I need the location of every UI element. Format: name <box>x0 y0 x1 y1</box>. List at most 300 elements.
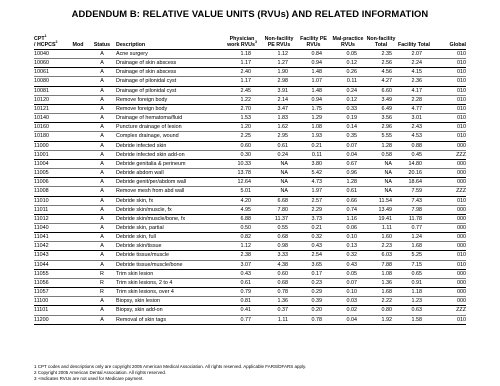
status-cell: A <box>88 123 116 132</box>
code-cell: 11004 <box>34 159 68 168</box>
facility-total-cell: 0.91 <box>396 278 432 287</box>
global-cell: 010 <box>432 260 466 269</box>
nonfacility-total-cell: 1.28 <box>366 141 396 150</box>
facility-total-cell: 4.15 <box>396 68 432 77</box>
table-row <box>34 159 466 168</box>
nonfacility-total-cell: 1.68 <box>366 288 396 297</box>
table-row <box>34 50 466 59</box>
description-cell: Drainage of skin abscess <box>116 68 223 77</box>
global-cell: 000 <box>432 223 466 232</box>
malpractice-cell: 0.67 <box>330 159 366 168</box>
description-cell: Acne surgery <box>116 50 223 59</box>
description-cell: Debride skin/muscle/bone, fx <box>116 214 223 223</box>
status-cell: A <box>88 214 116 223</box>
status-cell: A <box>88 141 116 150</box>
malpractice-cell: 0.12 <box>330 95 366 104</box>
status-cell: A <box>88 132 116 141</box>
physician-work-cell: 2.40 <box>223 68 261 77</box>
mod-cell <box>68 278 88 287</box>
nonfacility-total-cell: 11.54 <box>366 196 396 205</box>
malpractice-cell: 0.10 <box>330 288 366 297</box>
nonfacility-total-cell: 7.88 <box>366 260 396 269</box>
nonfacility-pe-cell: 0.60 <box>261 269 297 278</box>
mod-cell <box>68 260 88 269</box>
mod-cell <box>68 59 88 68</box>
code-cell: 10121 <box>34 104 68 113</box>
table-row <box>34 104 466 113</box>
table-row <box>34 306 466 315</box>
nonfacility-pe-cell: 2.14 <box>261 95 297 104</box>
facility-total-cell: 2.24 <box>396 59 432 68</box>
code-cell: 11000 <box>34 141 68 150</box>
col-header-facility-total: Facility Total <box>396 36 432 50</box>
physician-work-cell: 2.38 <box>223 251 261 260</box>
description-cell: Drainage of skin abscess <box>116 59 223 68</box>
nonfacility-pe-cell: 6.68 <box>261 196 297 205</box>
mod-cell <box>68 123 88 132</box>
facility-pe-cell: 2.57 <box>297 196 330 205</box>
code-cell: 11044 <box>34 260 68 269</box>
malpractice-cell: 0.32 <box>330 251 366 260</box>
physician-work-cell: 10.33 <box>223 159 261 168</box>
nonfacility-pe-cell: 3.47 <box>261 104 297 113</box>
malpractice-cell: 0.26 <box>330 68 366 77</box>
description-cell: Biopsy, skin lesion <box>116 297 223 306</box>
facility-pe-cell: 1.48 <box>297 68 330 77</box>
facility-total-cell: 14.80 <box>396 159 432 168</box>
facility-pe-cell: 1.97 <box>297 187 330 196</box>
facility-pe-cell: 3.73 <box>297 214 330 223</box>
nonfacility-pe-cell: 0.24 <box>261 150 297 159</box>
malpractice-cell: 0.14 <box>330 123 366 132</box>
col-header-global: Global <box>432 36 466 50</box>
code-cell: 10060 <box>34 59 68 68</box>
global-cell: 010 <box>432 68 466 77</box>
facility-pe-cell: 1.07 <box>297 77 330 86</box>
facility-total-cell: 0.45 <box>396 150 432 159</box>
global-cell: 000 <box>432 288 466 297</box>
facility-pe-cell: 2.29 <box>297 205 330 214</box>
table-row <box>34 315 466 324</box>
status-cell: R <box>88 288 116 297</box>
facility-pe-cell: 0.78 <box>297 315 330 324</box>
description-cell: Remove foreign body <box>116 104 223 113</box>
nonfacility-total-cell: 1.36 <box>366 278 396 287</box>
mod-cell <box>68 187 88 196</box>
nonfacility-total-cell: NA <box>366 178 396 187</box>
mod-cell <box>68 169 88 178</box>
facility-total-cell: 18.64 <box>396 178 432 187</box>
description-cell: Drainage of pilonidal cyst <box>116 86 223 95</box>
status-cell: A <box>88 233 116 242</box>
nonfacility-pe-cell: 1.36 <box>261 297 297 306</box>
mod-cell <box>68 297 88 306</box>
mod-cell <box>68 205 88 214</box>
description-cell: Debride skin/tissue <box>116 242 223 251</box>
facility-total-cell: 7.15 <box>396 260 432 269</box>
facility-pe-cell: 0.21 <box>297 223 330 232</box>
nonfacility-pe-cell: NA <box>261 159 297 168</box>
nonfacility-pe-cell: 2.98 <box>261 77 297 86</box>
status-cell: A <box>88 251 116 260</box>
physician-work-cell: 4.95 <box>223 205 261 214</box>
facility-pe-cell: 0.11 <box>297 150 330 159</box>
table-row <box>34 77 466 86</box>
status-cell: A <box>88 86 116 95</box>
status-cell: A <box>88 315 116 324</box>
col-header-code: CPT$^1$ / HCPCS$^2$ <box>34 36 68 50</box>
facility-total-cell: 2.28 <box>396 95 432 104</box>
malpractice-cell: 0.35 <box>330 132 366 141</box>
nonfacility-total-cell: 1.11 <box>366 223 396 232</box>
status-cell: A <box>88 95 116 104</box>
description-cell: Debride abdom wall <box>116 169 223 178</box>
malpractice-cell: 0.12 <box>330 59 366 68</box>
status-cell: A <box>88 150 116 159</box>
nonfacility-total-cell: 4.56 <box>366 68 396 77</box>
mod-cell <box>68 288 88 297</box>
nonfacility-total-cell: 6.49 <box>366 104 396 113</box>
col-header-physician-work: Physician work RVUs$^3$ <box>223 36 261 50</box>
facility-total-cell: 1.24 <box>396 233 432 242</box>
global-cell: 010 <box>432 77 466 86</box>
physician-work-cell: 6.88 <box>223 214 261 223</box>
facility-total-cell: 2.43 <box>396 123 432 132</box>
global-cell: 000 <box>432 141 466 150</box>
table-row <box>34 59 466 68</box>
status-cell: A <box>88 196 116 205</box>
code-cell: 11057 <box>34 288 68 297</box>
malpractice-cell: 0.06 <box>330 223 366 232</box>
malpractice-cell: 0.10 <box>330 233 366 242</box>
physician-work-cell: 0.50 <box>223 223 261 232</box>
mod-cell <box>68 315 88 324</box>
nonfacility-pe-cell: NA <box>261 169 297 178</box>
facility-total-cell: 7.98 <box>396 205 432 214</box>
status-cell: A <box>88 187 116 196</box>
facility-pe-cell: 0.39 <box>297 297 330 306</box>
facility-pe-cell: 0.43 <box>297 242 330 251</box>
physician-work-cell: 4.20 <box>223 196 261 205</box>
global-cell: ZZZ <box>432 187 466 196</box>
nonfacility-total-cell: 0.80 <box>366 306 396 315</box>
facility-pe-cell: 0.20 <box>297 306 330 315</box>
facility-total-cell: 0.65 <box>396 269 432 278</box>
table-row <box>34 169 466 178</box>
rvu-table <box>34 36 466 325</box>
nonfacility-total-cell: 2.23 <box>366 242 396 251</box>
col-header-description: Description <box>116 36 223 50</box>
description-cell: Trim skin lesions, over 4 <box>116 288 223 297</box>
code-cell: 10040 <box>34 50 68 59</box>
mod-cell <box>68 77 88 86</box>
status-cell: A <box>88 242 116 251</box>
nonfacility-total-cell: NA <box>366 159 396 168</box>
table-row <box>34 260 466 269</box>
nonfacility-pe-cell: 0.61 <box>261 141 297 150</box>
facility-total-cell: 1.18 <box>396 288 432 297</box>
physician-work-cell: 2.70 <box>223 104 261 113</box>
global-cell: 010 <box>432 50 466 59</box>
code-cell: 11005 <box>34 169 68 178</box>
table-header <box>34 36 466 50</box>
table-row <box>34 86 466 95</box>
malpractice-cell: 0.19 <box>330 114 366 123</box>
description-cell: Complex drainage, wound <box>116 132 223 141</box>
status-cell: R <box>88 269 116 278</box>
code-cell: 10160 <box>34 123 68 132</box>
col-header-malpractice: Mal-practice RVUs <box>330 36 366 50</box>
physician-work-cell: 0.79 <box>223 288 261 297</box>
col-header-facility-pe: Facility PE RVUs <box>297 36 330 50</box>
nonfacility-total-cell: 4.27 <box>366 77 396 86</box>
facility-pe-cell: 3.80 <box>297 159 330 168</box>
mod-cell <box>68 104 88 113</box>
global-cell: 010 <box>432 114 466 123</box>
description-cell: Debride genit/per/abdom wall <box>116 178 223 187</box>
table-row <box>34 269 466 278</box>
malpractice-cell: 1.16 <box>330 214 366 223</box>
facility-pe-cell: 0.17 <box>297 269 330 278</box>
nonfacility-total-cell: 2.22 <box>366 297 396 306</box>
description-cell: Debride genitalia & perineum <box>116 159 223 168</box>
nonfacility-total-cell: 0.58 <box>366 150 396 159</box>
facility-pe-cell: 1.48 <box>297 86 330 95</box>
physician-work-cell: 0.41 <box>223 306 261 315</box>
nonfacility-total-cell: 5.55 <box>366 132 396 141</box>
malpractice-cell: 0.13 <box>330 242 366 251</box>
status-cell: A <box>88 260 116 269</box>
global-cell: 010 <box>432 251 466 260</box>
global-cell: 010 <box>432 132 466 141</box>
nonfacility-total-cell: 6.03 <box>366 251 396 260</box>
code-cell: 11200 <box>34 315 68 324</box>
nonfacility-total-cell: 2.35 <box>366 50 396 59</box>
code-cell: 10140 <box>34 114 68 123</box>
physician-work-cell: 0.60 <box>223 141 261 150</box>
malpractice-cell: 0.07 <box>330 141 366 150</box>
table-row <box>34 205 466 214</box>
mod-cell <box>68 159 88 168</box>
mod-cell <box>68 86 88 95</box>
malpractice-cell: 0.66 <box>330 196 366 205</box>
nonfacility-total-cell: 2.56 <box>366 59 396 68</box>
nonfacility-total-cell: NA <box>366 169 396 178</box>
mod-cell <box>68 269 88 278</box>
nonfacility-total-cell: 2.96 <box>366 123 396 132</box>
malpractice-cell: 0.03 <box>330 297 366 306</box>
code-cell: 10080 <box>34 77 68 86</box>
table-row <box>34 178 466 187</box>
facility-total-cell: 1.68 <box>396 242 432 251</box>
nonfacility-pe-cell: 11.37 <box>261 214 297 223</box>
nonfacility-pe-cell: 0.98 <box>261 242 297 251</box>
nonfacility-pe-cell: 7.80 <box>261 205 297 214</box>
table-row <box>34 132 466 141</box>
malpractice-cell: 0.33 <box>330 104 366 113</box>
facility-total-cell: 2.07 <box>396 50 432 59</box>
nonfacility-total-cell: 13.49 <box>366 205 396 214</box>
nonfacility-pe-cell: 1.83 <box>261 114 297 123</box>
malpractice-cell: 0.04 <box>330 150 366 159</box>
global-cell: 010 <box>432 123 466 132</box>
code-cell: 11008 <box>34 187 68 196</box>
global-cell: ZZZ <box>432 150 466 159</box>
mod-cell <box>68 306 88 315</box>
description-cell: Puncture drainage of lesion <box>116 123 223 132</box>
table-row <box>34 251 466 260</box>
global-cell: 000 <box>432 205 466 214</box>
status-cell: A <box>88 178 116 187</box>
description-cell: Debride infected skin <box>116 141 223 150</box>
facility-pe-cell: 0.94 <box>297 59 330 68</box>
mod-cell <box>68 196 88 205</box>
code-cell: 11010 <box>34 196 68 205</box>
code-cell: 10120 <box>34 95 68 104</box>
status-cell: A <box>88 104 116 113</box>
nonfacility-total-cell: 3.56 <box>366 114 396 123</box>
facility-pe-cell: 1.08 <box>297 123 330 132</box>
facility-total-cell: 4.53 <box>396 132 432 141</box>
description-cell: Debride skin, partial <box>116 223 223 232</box>
code-cell: 11006 <box>34 178 68 187</box>
description-cell: Trim skin lesion <box>116 269 223 278</box>
facility-pe-cell: 1.75 <box>297 104 330 113</box>
global-cell: 010 <box>432 59 466 68</box>
description-cell: Debride skin, full <box>116 233 223 242</box>
facility-total-cell: 2.36 <box>396 77 432 86</box>
malpractice-cell: 0.74 <box>330 205 366 214</box>
table-body <box>34 50 466 325</box>
code-cell: 11055 <box>34 269 68 278</box>
table-row <box>34 187 466 196</box>
malpractice-cell: 0.43 <box>330 260 366 269</box>
physician-work-cell: 0.43 <box>223 269 261 278</box>
table-row <box>34 297 466 306</box>
global-cell: 000 <box>432 233 466 242</box>
description-cell: Debride skin, fx <box>116 196 223 205</box>
facility-total-cell: 0.88 <box>396 141 432 150</box>
code-cell: 11040 <box>34 223 68 232</box>
facility-pe-cell: 0.32 <box>297 233 330 242</box>
table-row <box>34 278 466 287</box>
table-row <box>34 114 466 123</box>
description-cell: Debride infected skin add-on <box>116 150 223 159</box>
facility-total-cell: 7.43 <box>396 196 432 205</box>
nonfacility-pe-cell: 1.11 <box>261 315 297 324</box>
table-row <box>34 223 466 232</box>
physician-work-cell: 2.25 <box>223 132 261 141</box>
mod-cell <box>68 132 88 141</box>
description-cell: Debride skin/muscle, fx <box>116 205 223 214</box>
malpractice-cell: 0.96 <box>330 169 366 178</box>
facility-total-cell: 4.17 <box>396 86 432 95</box>
nonfacility-pe-cell: 3.33 <box>261 251 297 260</box>
nonfacility-total-cell: 3.49 <box>366 95 396 104</box>
physician-work-cell: 1.20 <box>223 123 261 132</box>
status-cell: A <box>88 77 116 86</box>
facility-total-cell: 11.78 <box>396 214 432 223</box>
mod-cell <box>68 50 88 59</box>
facility-total-cell: 7.59 <box>396 187 432 196</box>
nonfacility-pe-cell: NA <box>261 187 297 196</box>
table-row <box>34 123 466 132</box>
facility-total-cell: 20.16 <box>396 169 432 178</box>
status-cell: A <box>88 223 116 232</box>
facility-pe-cell: 3.65 <box>297 260 330 269</box>
description-cell: Remove foreign body <box>116 95 223 104</box>
nonfacility-pe-cell: 0.55 <box>261 223 297 232</box>
description-cell: Removal of skin tags <box>116 315 223 324</box>
code-cell: 10081 <box>34 86 68 95</box>
mod-cell <box>68 178 88 187</box>
physician-work-cell: 1.12 <box>223 242 261 251</box>
physician-work-cell: 2.45 <box>223 86 261 95</box>
status-cell: A <box>88 297 116 306</box>
physician-work-cell: 13.78 <box>223 169 261 178</box>
facility-pe-cell: 0.84 <box>297 50 330 59</box>
facility-pe-cell: 1.29 <box>297 114 330 123</box>
physician-work-cell: 1.22 <box>223 95 261 104</box>
nonfacility-pe-cell: NA <box>261 178 297 187</box>
mod-cell <box>68 141 88 150</box>
malpractice-cell: 0.05 <box>330 50 366 59</box>
facility-pe-cell: 0.29 <box>297 288 330 297</box>
nonfacility-pe-cell: 3.91 <box>261 86 297 95</box>
physician-work-cell: 1.53 <box>223 114 261 123</box>
malpractice-cell: 0.04 <box>330 315 366 324</box>
code-cell: 10180 <box>34 132 68 141</box>
nonfacility-total-cell: 1.60 <box>366 233 396 242</box>
mod-cell <box>68 214 88 223</box>
facility-pe-cell: 2.54 <box>297 251 330 260</box>
col-header-nonfacility-pe: Non-facility PE RVUs <box>261 36 297 50</box>
table-row <box>34 242 466 251</box>
code-cell: 11041 <box>34 233 68 242</box>
facility-pe-cell: 0.23 <box>297 278 330 287</box>
table-row <box>34 233 466 242</box>
description-cell: Debride tissue/muscle/bone <box>116 260 223 269</box>
description-cell: Remove mesh from abd wall <box>116 187 223 196</box>
code-cell: 11011 <box>34 205 68 214</box>
facility-total-cell: 0.77 <box>396 223 432 232</box>
code-cell: 11012 <box>34 214 68 223</box>
global-cell: 010 <box>432 86 466 95</box>
description-cell: Drainage of pilonidal cyst <box>116 77 223 86</box>
status-cell: A <box>88 169 116 178</box>
physician-work-cell: 5.01 <box>223 187 261 196</box>
description-cell: Drainage of hematoma/fluid <box>116 114 223 123</box>
mod-cell <box>68 114 88 123</box>
facility-total-cell: 0.63 <box>396 306 432 315</box>
mod-cell <box>68 233 88 242</box>
facility-total-cell: 5.25 <box>396 251 432 260</box>
mod-cell <box>68 150 88 159</box>
global-cell: 010 <box>432 196 466 205</box>
code-cell: 11101 <box>34 306 68 315</box>
table-row <box>34 141 466 150</box>
footnote-ada: 2 Copyright 2005 American Dental Association. All rights reserved. <box>34 370 167 375</box>
physician-work-cell: 0.82 <box>223 233 261 242</box>
malpractice-cell: 0.11 <box>330 77 366 86</box>
status-cell: A <box>88 59 116 68</box>
physician-work-cell: 0.30 <box>223 150 261 159</box>
global-cell: 000 <box>432 278 466 287</box>
nonfacility-pe-cell: 4.38 <box>261 260 297 269</box>
global-cell: 010 <box>432 95 466 104</box>
facility-pe-cell: 4.73 <box>297 178 330 187</box>
description-cell: Debride tissue/muscle <box>116 251 223 260</box>
